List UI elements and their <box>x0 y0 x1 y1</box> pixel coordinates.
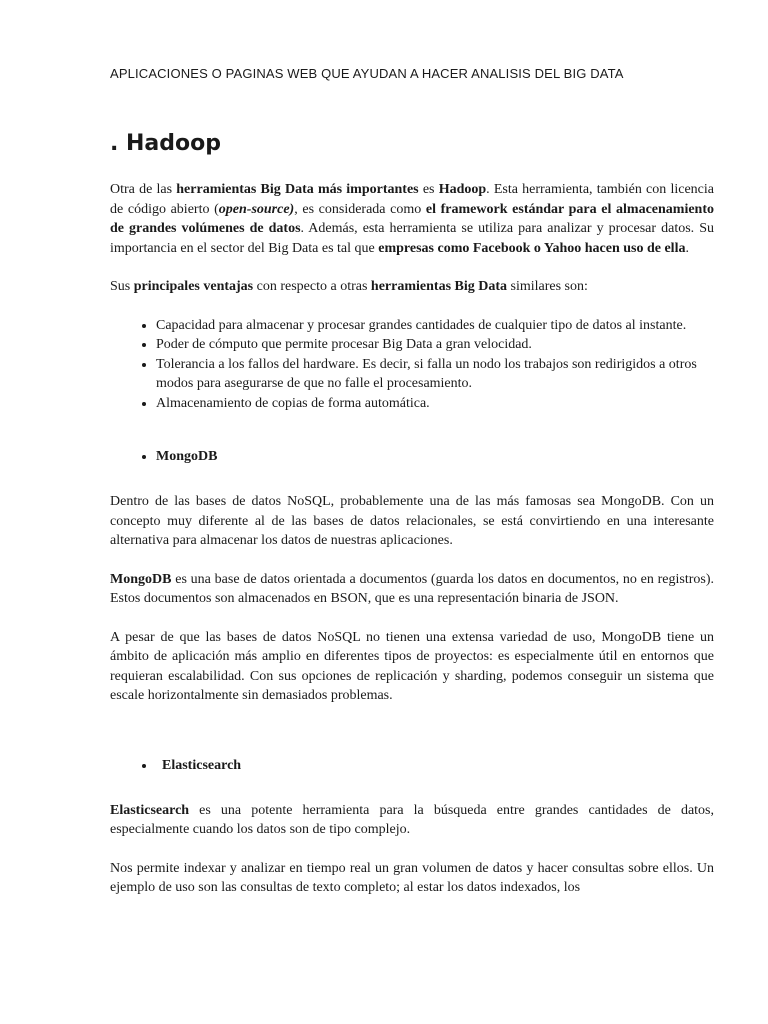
mongodb-paragraph-2 <box>110 570 714 609</box>
mongodb-heading: • MongoDB <box>156 447 714 466</box>
hadoop-advantages-list <box>110 316 714 414</box>
hadoop-paragraph-1 <box>110 180 714 258</box>
elasticsearch-paragraph-2: Nos permite indexar y analizar en tiempo real un gran volumen de datos y hacer consultas sobre ellos. Un ejemplo de uso son las consultas de texto completo; al estar los datos indexados, los <box>110 860 714 895</box>
hadoop-paragraph-2 <box>110 277 714 297</box>
list-item: • Capacidad para almacenar y procesar grandes cantidades de cualquier tipo de datos al instante. <box>156 316 714 336</box>
elasticsearch-paragraph-1 <box>110 801 714 840</box>
page-title: APLICACIONES O PAGINAS WEB QUE AYUDAN A HACER ANALISIS DEL BIG DATA <box>110 66 624 81</box>
elasticsearch-heading-label: Elasticsearch <box>162 757 242 773</box>
text-run: , es considerada como <box>294 201 426 217</box>
text-run: es una base de datos orientada a documentos (guarda los datos en documentos, no en registros). Estos documentos son almacenados en BSON, que es una representación binaria de JSON. <box>110 571 714 606</box>
bold-run: herramientas Big Data más importantes <box>176 182 419 197</box>
bold-run: principales ventajas <box>133 279 254 294</box>
text-run: con respecto a otras <box>253 279 371 294</box>
bold-run: herramientas Big Data <box>370 279 508 294</box>
mongodb-paragraph-1: Dentro de las bases de datos NoSQL, probablemente una de las más famosas sea MongoDB. Con un concepto muy diferente al de las bases de datos relacionales, se está convirtiendo en una interesante alternativa para almacenar los datos de nuestras aplicaciones. <box>110 494 714 548</box>
list-item: • Tolerancia a los fallos del hardware. Es decir, si falla un nodo los trabajos son redirigidos a otros modos para asegurarse de que no falle el procesamiento. <box>156 355 714 394</box>
text-run: Otra de las <box>110 182 177 197</box>
text-run: es <box>418 182 439 197</box>
bold-italic-run: open-source) <box>218 201 295 217</box>
list-item: • Almacenamiento de copias de forma automática. <box>156 394 714 414</box>
bold-run: Elasticsearch <box>110 802 190 818</box>
bold-run: el framework estándar para el almacenamiento de grandes volúmenes de datos <box>110 201 715 236</box>
text-run: . Esta herramienta, también con licencia de código abierto ( <box>110 182 714 217</box>
bold-run: empresas como Facebook o Yahoo hacen uso de ella <box>378 240 686 256</box>
text-run: Sus <box>110 279 134 294</box>
mongodb-heading-list <box>110 447 714 466</box>
text-run: . <box>685 240 689 256</box>
hadoop-heading: . Hadoop <box>110 131 221 156</box>
text-run: . Además, esta herramienta se utiliza para analizar y procesar datos. Su importancia en el sector del Big Data es tal que <box>110 221 714 256</box>
text-run: similares son: <box>507 279 588 294</box>
elasticsearch-heading <box>156 756 714 775</box>
text-run: es una potente herramienta para la búsqueda entre grandes cantidades de datos, especialmente cuando los datos son de tipo complejo. <box>110 802 714 837</box>
elasticsearch-heading-list <box>110 756 714 775</box>
bold-run: MongoDB <box>110 571 172 587</box>
mongodb-paragraph-3: A pesar de que las bases de datos NoSQL no tienen una extensa variedad de uso, MongoDB tiene un ámbito de aplicación más amplio en diferentes tipos de proyectos: es especialmente útil en entornos que requieran escalabilidad. Con sus opciones de replicación y sharding, podemos conseguir un sistema que escale horizontalmente sin demasiados problemas. <box>110 629 714 703</box>
bold-run: Hadoop <box>438 182 487 197</box>
list-item: • Poder de cómputo que permite procesar Big Data a gran velocidad. <box>156 335 714 355</box>
